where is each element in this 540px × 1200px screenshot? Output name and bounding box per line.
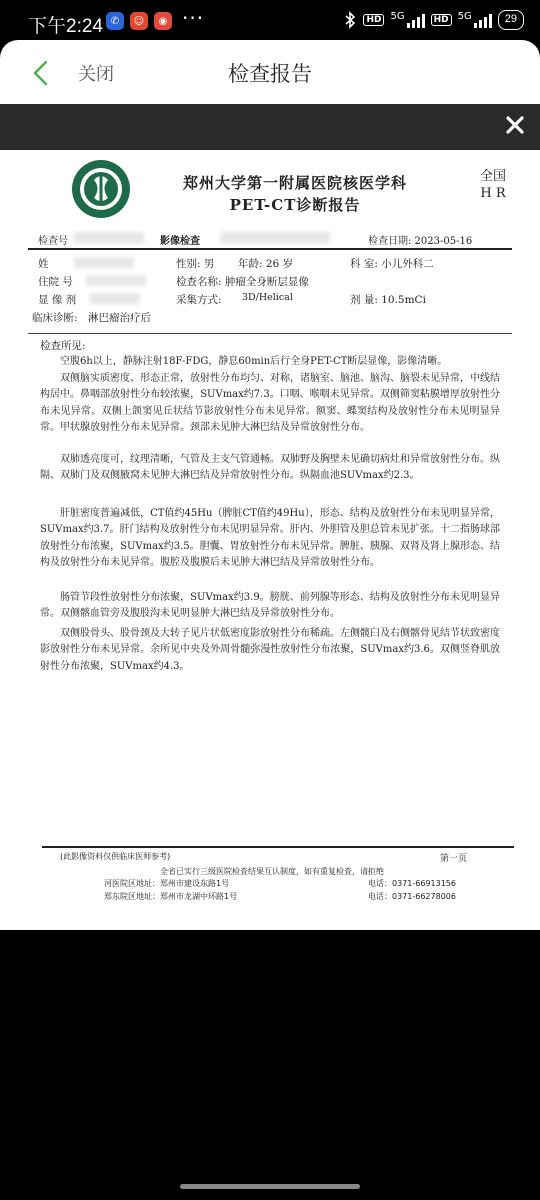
exam-header-row [38,232,508,248]
tracer-label: 显 像 剂 [38,294,77,306]
phone-2: 电话：0371-66278006 [368,892,456,901]
patient-row-4 [32,310,508,326]
redacted-field [86,275,146,286]
app-notification-icon: ☺ [130,12,148,30]
acquisition-label: 采集方式: [176,294,222,306]
patient-row-2 [38,274,508,290]
clock: 下午2:24 [28,16,103,37]
name-label: 姓 [38,258,49,270]
footer-note: (此影像资料仅供临床医师参考) [60,852,171,861]
divider [28,333,512,334]
battery-icon: 29 [498,10,524,30]
patient-row-1 [38,256,508,272]
findings-paragraph: 双侧股骨头、股骨颈及大转子见片状低密度影放射性分布稀疏。左侧髋臼及右侧髂骨见结节状致密度影放射性分布未见异常。余所见中央及外周骨髓弥漫性放射性分布浓聚，SUVmax约3.6。双侧竖脊肌放射性分布浓聚，SUVmax约4.3。 [40,628,500,672]
status-bar [0,0,540,44]
redacted-field [74,257,134,268]
signal-icon [407,12,425,28]
redacted-field [74,232,144,243]
findings-paragraph: 双侧脑实质密度、形态正常，放射性分布均匀、对称，诸脑室、脑池、脑沟、脑裂未见异常，中线结构居中。鼻咽部放射性分布较浓聚，SUVmax约7.3。口咽、喉咽未见异常。双侧筛窦粘膜增厚放射性分布未见异常。双侧上颌窦见丘状结节影放射性分布未见异常。额窦、蝶窦结构及放射性分布未见明显异常。甲状腺放射性分布未见异常。颈部未见肿大淋巴结及异常放射性分布。 [40,373,500,434]
address-2: 郑东院区地址：郑州市龙湖中环路1号 [104,892,238,901]
home-indicator[interactable] [180,1184,360,1189]
hospital-name: 郑州大学第一附属医院核医学科 [182,174,407,192]
status-indicators [343,10,524,30]
exam-date: 检查日期: 2023-05-16 [368,236,473,247]
divider [42,846,514,848]
app-notification-icon: ◉ [154,12,172,30]
divider [28,248,512,250]
hd-badge: HD [431,14,452,26]
app-notification-icon: ✆ [106,12,124,30]
clinical-dx: 淋巴瘤治疗后 [88,312,151,324]
redacted-field [220,232,330,243]
signal-icon [474,12,492,28]
close-icon[interactable] [504,114,526,136]
network-type: 5G [390,10,405,22]
acquisition-value: 3D/Helical [242,292,293,303]
network-type: 5G [457,10,472,22]
app-bar [0,40,540,106]
corner-line: H R [480,186,506,201]
findings-paragraph: 空腹6h以上，静脉注射18F-FDG，静息60min后行全身PET-CT断层显像，影像清晰。 [60,356,448,367]
hd-badge: HD [363,14,384,26]
bluetooth-icon [343,11,357,29]
patient-row-3 [38,292,508,308]
exam-no-label: 检查号 [38,236,68,247]
page-title: 检查报告 [228,63,312,86]
age: 年龄: 26 岁 [238,258,294,270]
clinical-dx-label: 临床诊断: [32,312,78,324]
exam-type-label: 影像检查 [160,236,200,247]
findings-paragraph: 双肺透亮度可，纹理清晰，气管及主支气管通畅。双肺野及胸壁未见确切病灶和异常放射性分布。纵隔、双肺门及双侧腋窝未见肿大淋巴结及异常放射性分布。纵隔血池SUVmax约2.3。 [40,454,500,482]
footer-policy: 全省已实行三级医院检查结果互认制度，如有重复检查，请拒绝 [160,867,384,876]
address-1: 河医院区地址：郑州市建设东路1号 [104,879,230,888]
dose: 剂 量: 10.5mCi [350,294,426,306]
department: 科 室: 小儿外科二 [350,258,434,270]
report-document[interactable] [0,150,540,930]
phone-1: 电话：0371-66913156 [368,879,456,888]
gender: 性别: 男 [176,258,215,270]
image-viewer-toolbar [0,104,540,150]
mutual-recognition-mark [480,168,506,202]
hospital-logo [70,158,132,220]
redacted-field [90,293,140,304]
findings-label: 检查所见: [40,340,86,352]
report-title: PET-CT诊断报告 [229,196,361,214]
exam-name: 检查名称: 肿瘤全身断层显像 [176,276,309,288]
corner-line: 全国 [479,169,506,184]
notification-icons [106,12,172,30]
page-number: 第一页 [440,854,468,864]
findings-paragraph: 肝脏密度普遍减低，CT值约45Hu（脾脏CT值约49Hu），形态、结构及放射性分布未见明显异常，SUVmax约3.7。肝门结构及放射性分布未见明显异常。肝内、外胆管及胆总管未见扩张。十二指肠球部放射性分布浓聚，SUVmax约3.5。胆囊、胃放射性分布未见异常。脾脏、胰腺、双肾及肾上腺形态、结构及放射性分布未见异常。腹腔及腹膜后未见肿大淋巴结及异常放射性分布。 [40,508,500,569]
more-notifications-icon: ··· [182,6,205,30]
admission-label: 住院 号 [38,276,73,288]
findings-paragraph: 肠管节段性放射性分布浓聚，SUVmax约3.9。膀胱、前列腺等形态、结构及放射性分布未见明显异常。双侧髂血管旁及腹股沟未见明显肿大淋巴结及异常放射性分布。 [40,592,500,620]
close-button[interactable]: 关闭 [78,64,114,84]
